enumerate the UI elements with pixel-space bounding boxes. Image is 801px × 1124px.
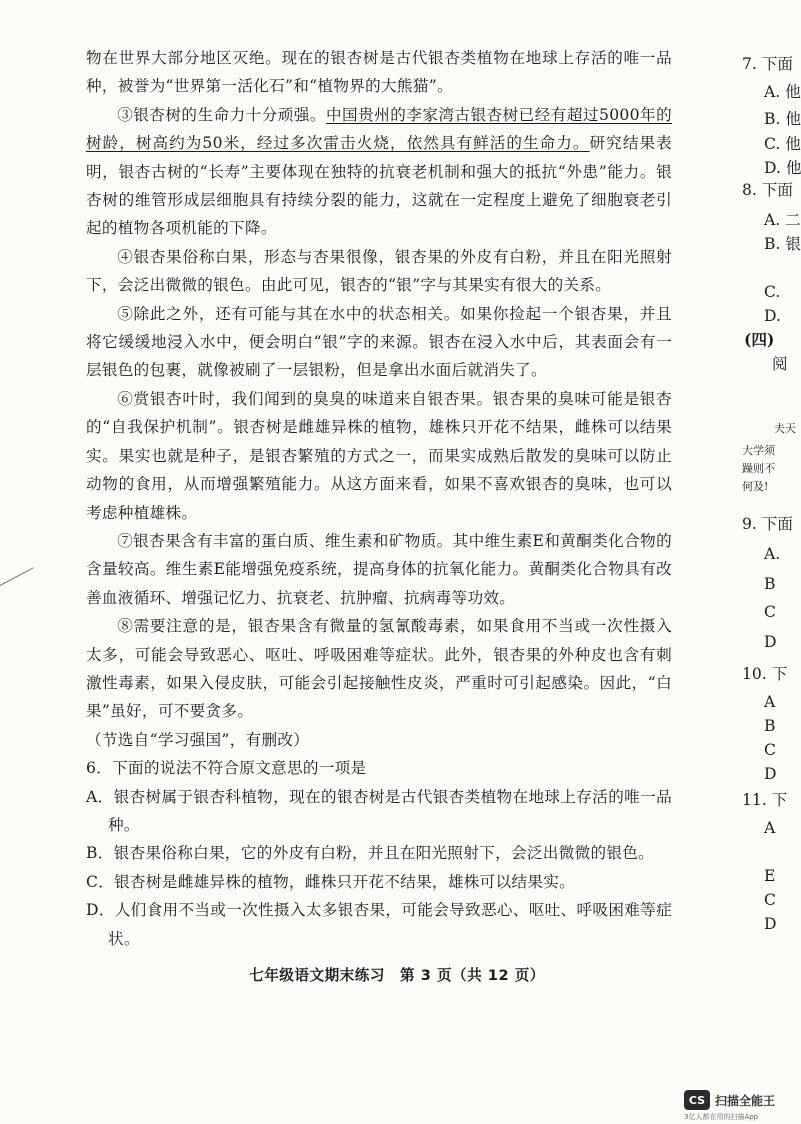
passage-paragraph-7: ⑦银杏果含有丰富的蛋白质、维生素和矿物质。其中维生素E和黄酮类化合物的含量较高。维生素E能增强免疫系统，提高身体的抗氧化能力。黄酮类化合物具有改善血液循环、增强记忆力、抗衰老、抗肿瘤、抗病毒等功效。: [86, 531, 672, 607]
question-9-option-d: D: [764, 633, 777, 651]
question-8-option-d: D.: [764, 307, 781, 325]
question-6-option-d: D．人们食用不当或一次性摄入太多银杏果，可能会导致恶心、呕吐、呼吸困难等症状。: [86, 901, 672, 948]
question-8-option-c: C.: [764, 283, 781, 301]
question-9-stem: 9. 下面: [742, 515, 794, 533]
question-6-option-a: A．银杏树属于银杏科植物，现在的银杏树是古代银杏类植物在地球上存活的唯一品种。: [86, 787, 672, 834]
passage-source: （节选自“学习强国”，有删改）: [86, 730, 310, 749]
passage-paragraph-6: ⑥赏银杏叶时，我们闻到的臭臭的味道来自银杏果。银杏果的臭味可能是银杏的“自我保护机制”。银杏树是雌雄异株的植物，雄株只开花不结果，雌株可以结果实。果实也就是种子，是银杏繁殖的方式之一，而果实成熟后散发的臭味可以防止动物的食用，从而增强繁殖能力。从这方面来看，如果不喜欢银杏的臭味，也可以考虑种植雄株。: [86, 389, 672, 522]
passage-paragraph-4: ④银杏果俗称白果，形态与杏果很像，银杏果的外皮有白粉，并且在阳光照射下，会泛出微微的银色。由此可见，银杏的“银”字与其果实有很大的关系。: [86, 247, 672, 295]
question-10-option-c: C: [764, 741, 776, 759]
page-footer: 七年级语文期末练习 第 3 页（共 12 页）: [249, 967, 545, 984]
question-11-option-a: A: [764, 819, 776, 837]
question-8-option-b: B. 银: [764, 235, 801, 253]
question-11-option-c: C: [764, 891, 776, 909]
classical-text-fragment-4: 何及!: [742, 480, 769, 493]
question-9-option-a: A.: [764, 545, 781, 563]
question-8-stem: 8. 下面: [742, 181, 794, 199]
classical-text-fragment-3: 躁则不: [742, 462, 775, 475]
question-7-option-d: D. 他: [764, 159, 801, 177]
question-6-option-c: C．银杏树是雌雄异株的植物，雌株只开花不结果，雄株可以结果实。: [86, 872, 576, 891]
scanner-logo-icon: CS: [684, 1090, 710, 1110]
question-11-option-b: E: [764, 867, 776, 885]
classical-text-fragment-2: 大学须: [742, 444, 775, 457]
passage-paragraph-8: ⑧需要注意的是，银杏果含有微量的氢氰酸毒素，如果食用不当或一次性摄入太多，可能会导致恶心、呕吐、呼吸困难等症状。此外，银杏果的外种皮也含有刺激性毒素，如果入侵皮肤，可能会引起接触性皮炎，严重时可引起感染。因此，“白果”虽好，可不要贪多。: [86, 617, 672, 721]
question-10-option-b: B: [764, 717, 776, 735]
question-10-stem: 10. 下: [742, 665, 788, 683]
question-6-option-b: B．银杏果俗称白果，它的外皮有白粉，并且在阳光照射下，会泛出微微的银色。: [86, 844, 655, 863]
question-6-stem: 6．下面的说法不符合原文意思的一项是: [86, 759, 367, 778]
scanner-name: 扫描全能王: [715, 1093, 776, 1108]
scanner-tagline: 3亿人都在用的扫描App: [684, 1113, 759, 1121]
scan-artifact-line: [0, 567, 34, 586]
question-9-option-b: B: [764, 575, 776, 593]
section-4-heading: (四): [744, 330, 775, 349]
main-column: [86, 44, 672, 953]
paragraph-3-rest: 研究结果表明，银杏古树的“长寿”主要体现在独特的抗衰老机制和强大的抵抗“外患”能力。银杏树的维管形成层细胞具有持续分裂的能力，这就在一定程度上避免了细胞衰老引起的植物各项机能的下降。: [86, 134, 672, 238]
question-11-option-d: D: [764, 915, 777, 933]
question-9-option-c: C: [764, 603, 776, 621]
question-7-option-c: C. 他: [764, 135, 801, 153]
right-column-cut-off: [742, 50, 801, 990]
question-7-option-b: B. 他: [764, 110, 801, 128]
question-10-option-d: D: [764, 765, 777, 783]
passage-paragraph-3: [86, 101, 672, 243]
underlined-sentence: 中国贵州的李家湾古银杏树已经有超过5000年的树龄，树高约为50米，经过多次雷击火烧，依然具有鲜活的生命力。: [86, 105, 672, 153]
question-11-stem: 11. 下: [742, 791, 788, 809]
passage-paragraph-2: 物在世界大部分地区灭绝。现在的银杏树是古代银杏类植物在地球上存活的唯一品种，被誉为“世界第一活化石”和“植物界的大熊猫”。: [86, 49, 672, 96]
reading-label: 阅: [772, 355, 788, 373]
classical-text-fragment-1: 夫天: [774, 422, 796, 435]
scanner-watermark: [684, 1090, 776, 1121]
passage-paragraph-5: ⑤除此之外，还有可能与其在水中的状态相关。如果你捡起一个银杏果，并且将它缓缓地浸入水中，便会明白“银”字的来源。银杏在浸入水中后，其表面会有一层银色的包裹，就像被刷了一层银粉，但是拿出水面后就消失了。: [86, 304, 672, 380]
question-7-stem: 7. 下面: [742, 55, 794, 73]
question-10-option-a: A: [764, 693, 776, 711]
paragraph-3-lead: ③银杏树的生命力十分顽强。: [117, 105, 326, 124]
question-8-option-a: A. 二: [764, 211, 801, 229]
question-7-option-a: A. 他: [764, 83, 801, 101]
